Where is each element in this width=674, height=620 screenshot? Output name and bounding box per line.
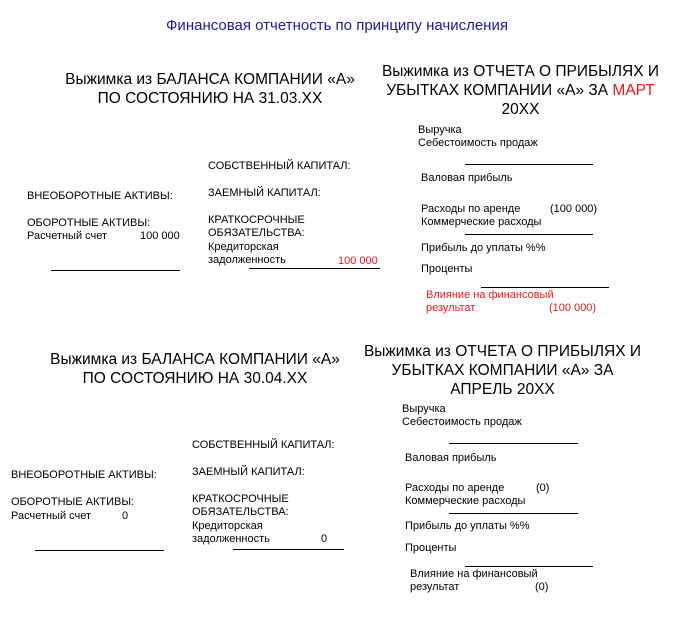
settlement-account-label: Расчетный счет bbox=[11, 510, 92, 522]
balance-heading: Выжимка из БАЛАНСА КОМПАНИИ «А» ПО СОСТОЯНИЮ НА 31.03.ХХ bbox=[65, 71, 355, 107]
settlement-account-label: Расчетный счет bbox=[27, 230, 108, 242]
liabilities-total-line bbox=[249, 268, 380, 269]
payables-value: 100 000 bbox=[338, 255, 378, 267]
revenue-label: Выручка bbox=[402, 403, 446, 415]
cogs-label: Себестоимость продаж bbox=[418, 137, 538, 149]
gross-profit-label: Валовая прибыль bbox=[405, 452, 497, 464]
settlement-account-value: 0 bbox=[122, 510, 129, 522]
liabilities-total-line bbox=[233, 549, 344, 550]
current-assets-label: ОБОРОТНЫЕ АКТИВЫ: bbox=[27, 217, 151, 229]
financial-result-label: Влияние на финансовый результат bbox=[426, 289, 554, 314]
cogs-label: Себестоимость продаж bbox=[402, 416, 522, 428]
commercial-expense-label: Коммерческие расходы bbox=[405, 495, 526, 507]
shortterm-liabilities-label: КРАТКОСРОЧНЫЕ ОБЯЗАТЕЛЬСТВА: bbox=[192, 493, 289, 518]
financial-result-value: (0) bbox=[535, 581, 549, 593]
revenue-label: Выручка bbox=[418, 124, 462, 136]
payables-label: Кредиторская задолженность bbox=[208, 241, 286, 266]
current-assets-label: ОБОРОТНЫЕ АКТИВЫ: bbox=[11, 496, 135, 508]
interest-label: Проценты bbox=[421, 263, 473, 275]
pretax-profit-label: Прибыль до уплаты %% bbox=[421, 242, 546, 254]
pretax-line bbox=[465, 234, 593, 235]
settlement-account-value: 100 000 bbox=[140, 230, 180, 242]
assets-total-line bbox=[35, 550, 164, 551]
borrowed-capital-label: ЗАЕМНЫЙ КАПИТАЛ: bbox=[208, 187, 321, 199]
pnl-heading: Выжимка из ОТЧЕТА О ПРИБЫЛЯХ И УБЫТКАХ КОМПАНИИ «А» ЗА АПРЕЛЬ 20ХХ bbox=[363, 343, 642, 398]
financial-result-label: Влияние на финансовый результат bbox=[410, 568, 538, 593]
result-line bbox=[465, 566, 593, 567]
page-title: Финансовая отчетность по принципу начисления bbox=[166, 17, 508, 34]
gross-profit-line bbox=[449, 443, 578, 444]
payables-label: Кредиторская задолженность bbox=[192, 520, 270, 545]
noncurrent-assets-label: ВНЕОБОРОТНЫЕ АКТИВЫ: bbox=[27, 190, 173, 202]
equity-label: СОБСТВЕННЫЙ КАПИТАЛ: bbox=[192, 439, 335, 451]
equity-label: СОБСТВЕННЫЙ КАПИТАЛ: bbox=[208, 160, 351, 172]
rent-expense-label: Расходы по аренде bbox=[421, 203, 521, 215]
interest-label: Проценты bbox=[405, 542, 457, 554]
rent-expense-value: (0) bbox=[536, 482, 550, 494]
assets-total-line bbox=[51, 270, 180, 271]
shortterm-liabilities-label: КРАТКОСРОЧНЫЕ ОБЯЗАТЕЛЬСТВА: bbox=[208, 214, 305, 239]
gross-profit-line bbox=[465, 164, 593, 165]
borrowed-capital-label: ЗАЕМНЫЙ КАПИТАЛ: bbox=[192, 466, 305, 478]
financial-result-value: (100 000) bbox=[549, 302, 597, 314]
pnl-heading-month: МАРТ bbox=[612, 82, 655, 99]
rent-expense-value: (100 000) bbox=[550, 203, 598, 215]
noncurrent-assets-label: ВНЕОБОРОТНЫЕ АКТИВЫ: bbox=[11, 469, 157, 481]
rent-expense-label: Расходы по аренде bbox=[405, 482, 505, 494]
pretax-line bbox=[449, 513, 578, 514]
result-line bbox=[481, 287, 609, 288]
pnl-heading: Выжимка из ОТЧЕТА О ПРИБЫЛЯХ И УБЫТКАХ КОМПАНИИ «А» ЗА МАРТ 20ХХ bbox=[381, 63, 660, 118]
gross-profit-label: Валовая прибыль bbox=[421, 172, 513, 184]
pretax-profit-label: Прибыль до уплаты %% bbox=[405, 520, 530, 532]
balance-heading: Выжимка из БАЛАНСА КОМПАНИИ «А» ПО СОСТОЯНИЮ НА 30.04.ХХ bbox=[50, 351, 340, 387]
payables-value: 0 bbox=[321, 533, 328, 545]
commercial-expense-label: Коммерческие расходы bbox=[421, 216, 542, 228]
